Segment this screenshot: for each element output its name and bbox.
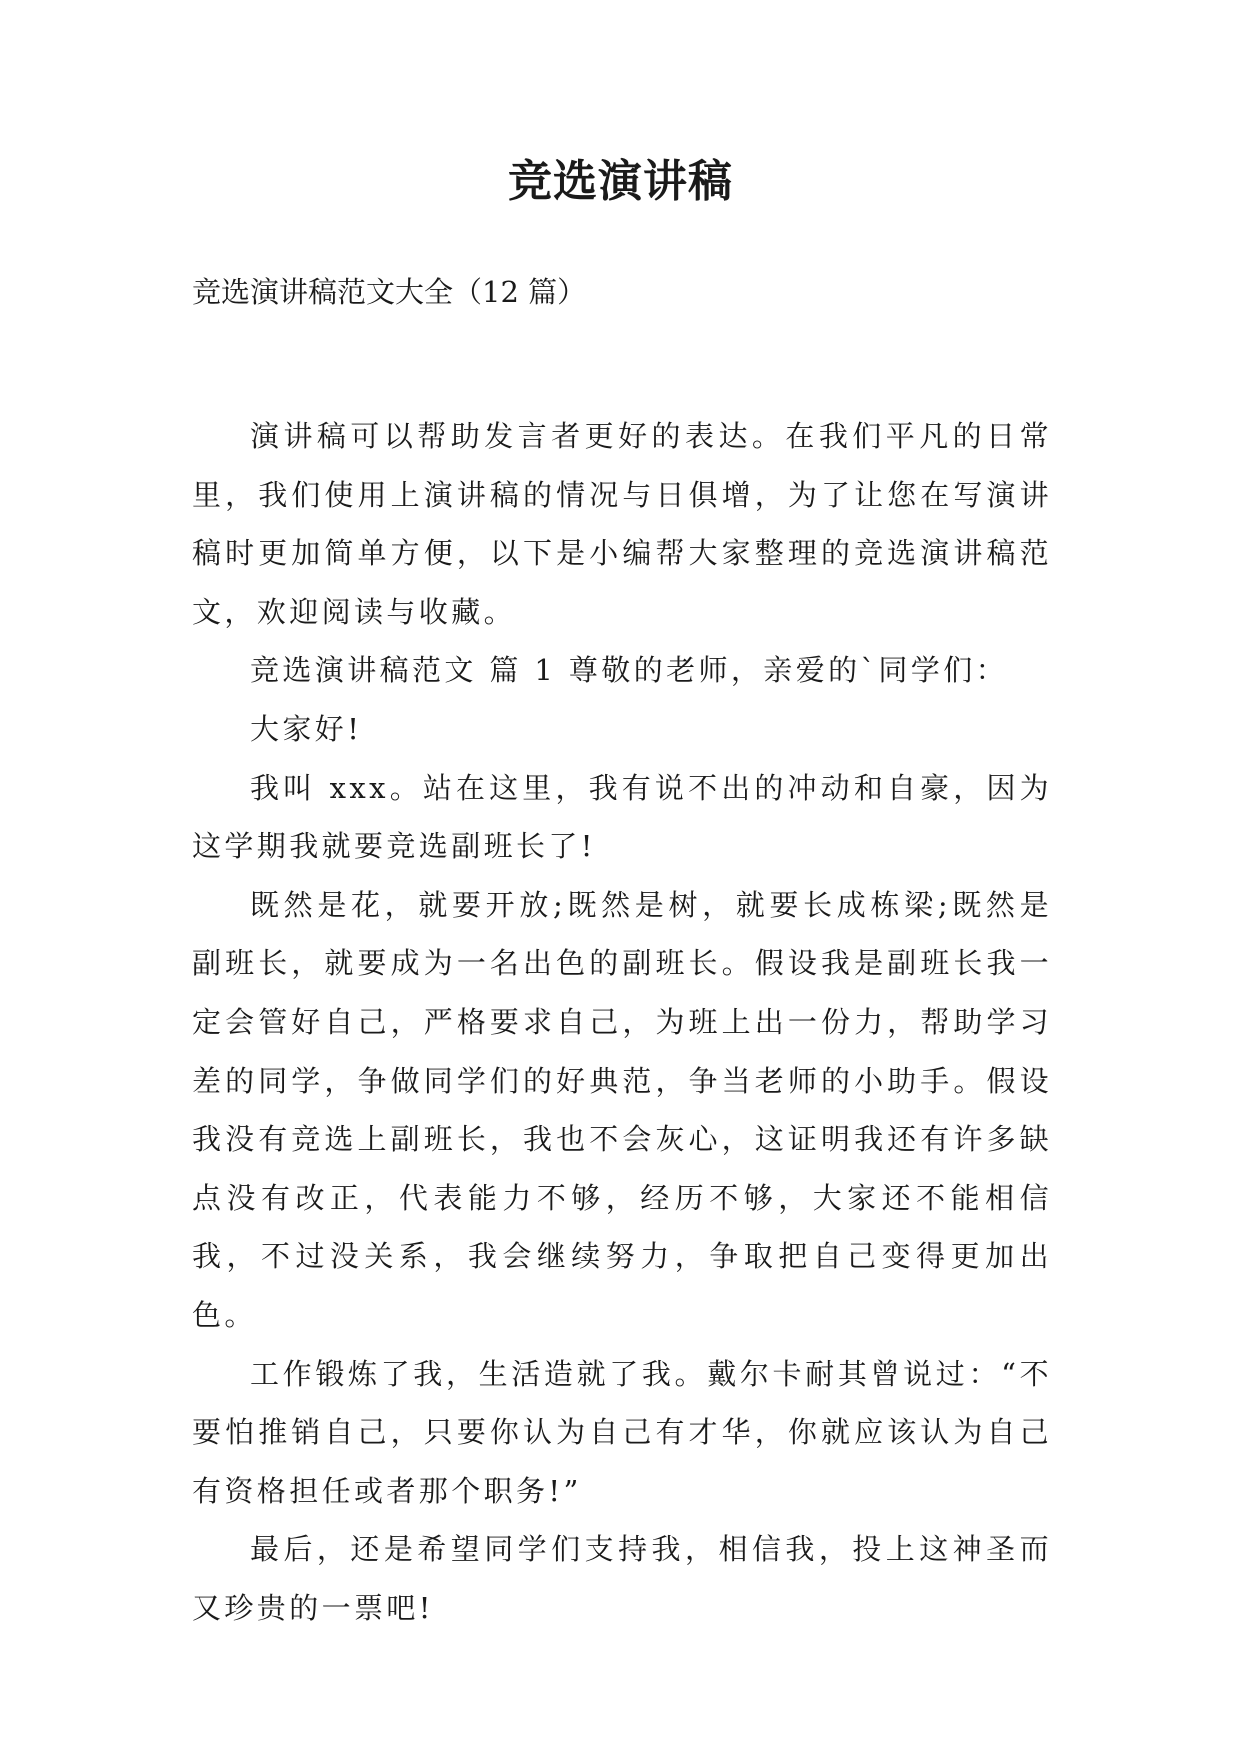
paragraph-greeting: 大家好!	[250, 711, 363, 746]
document-body	[192, 407, 1052, 1637]
paragraph-quote: 工作锻炼了我，生活造就了我。戴尔卡耐其曾说过：“不要怕推销自己，只要你认为自己有才华，你就应该认为自己有资格担任或者那个职务!”	[192, 1356, 1052, 1508]
document-subtitle: 竞选演讲稿范文大全（12 篇）	[192, 275, 587, 309]
paragraph-intro: 演讲稿可以帮助发言者更好的表达。在我们平凡的日常里，我们使用上演讲稿的情况与日俱增，为了让您在写演讲稿时更加简单方便，以下是小编帮大家整理的竞选演讲稿范文，欢迎阅读与收藏。	[192, 419, 1052, 629]
document-title: 竞选演讲稿	[508, 156, 733, 207]
paragraph-commitment: 既然是花，就要开放;既然是树，就要长成栋梁;既然是副班长，就要成为一名出色的副班长。假设我是副班长我一定会管好自己，严格要求自己，为班上出一份力，帮助学习差的同学，争做同学们的好典范，争当老师的小助手。假设我没有竞选上副班长，我也不会灰心，这证明我还有许多缺点没有改正，代表能力不够，经历不够，大家还不能相信我，不过没关系，我会继续努力，争取把自己变得更加出色。	[192, 887, 1052, 1332]
paragraph-salutation: 竞选演讲稿范文 篇 1 尊敬的老师，亲爱的`同学们：	[250, 653, 1009, 688]
paragraph-self-introduction: 我叫 xxx。站在这里，我有说不出的冲动和自豪，因为这学期我就要竞选副班长了!	[192, 770, 1052, 864]
paragraph-closing: 最后，还是希望同学们支持我，相信我，投上这神圣而又珍贵的一票吧!	[192, 1532, 1052, 1625]
